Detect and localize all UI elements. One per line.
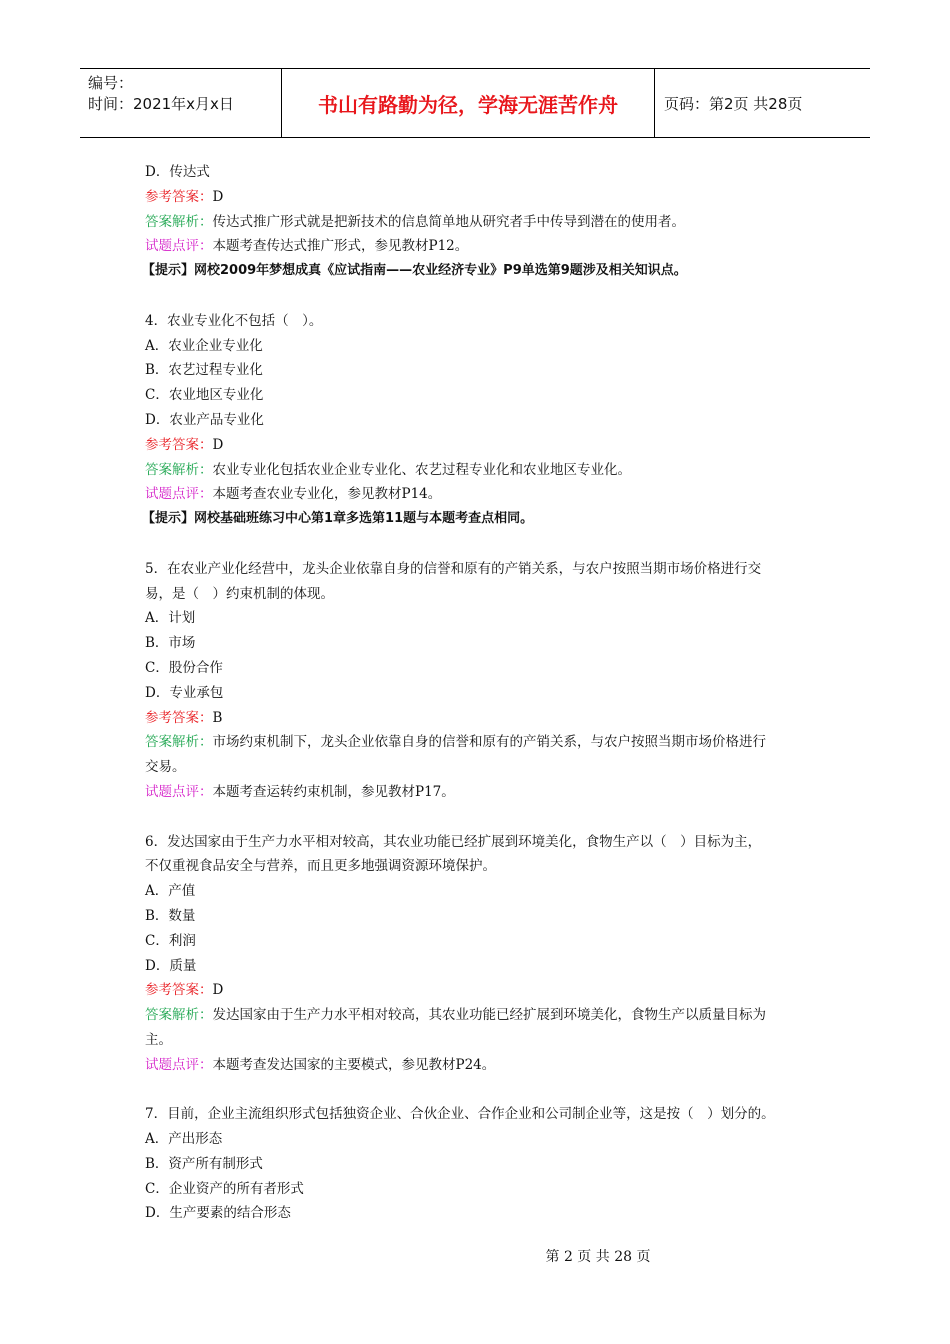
q3-option-d: D．传达式 [145, 164, 210, 180]
explanation-label: 答案解析： [145, 734, 213, 751]
q4-stem: 4．农业专业化不包括（ ）。 [145, 312, 323, 329]
comment-label: 试题点评： [145, 486, 213, 503]
footer-page-number: 第 2 页 共 28 页 [545, 1249, 651, 1265]
explanation-label: 答案解析： [145, 461, 213, 478]
q6-stem-line1: 6．发达国家由于生产力水平相对较高，其农业功能已经扩展到环境美化，食物生产以（ ）目标为主， [145, 833, 762, 850]
q6-option-c: C．利润 [145, 932, 196, 949]
q3-comment [145, 234, 815, 259]
q5-option-d: D．专业承包 [145, 684, 224, 701]
q4-comment [145, 482, 815, 507]
q3-explanation [145, 210, 815, 235]
q5-stem-line2: 易，是（ ）约束机制的体现。 [145, 585, 334, 602]
comment-label: 试题点评： [145, 238, 213, 255]
answer-label: 参考答案： [145, 188, 213, 205]
q6-explanation [145, 1003, 815, 1028]
q5-option-a: A．计划 [145, 610, 196, 627]
answer-value: D [212, 436, 224, 453]
page-header [80, 68, 870, 138]
answer-label: 参考答案： [145, 436, 213, 453]
doc-code-label: 编号： [88, 74, 134, 92]
q6-option-a: A．产值 [145, 883, 196, 900]
q6-explanation-cont: 主。 [145, 1031, 172, 1048]
q5-option-c: C．股份合作 [145, 659, 223, 676]
q5-stem-line1: 5．在农业产业化经营中，龙头企业依靠自身的信誉和原有的产销关系，与农户按照当期市场价格进行交 [145, 560, 762, 577]
explanation-label: 答案解析： [145, 213, 213, 230]
answer-label: 参考答案： [145, 709, 213, 726]
answer-label: 参考答案： [145, 982, 213, 999]
header-motto: 书山有路勤为径，学海无涯苦作舟 [281, 69, 655, 137]
q5-option-b: B．市场 [145, 635, 196, 652]
answer-value: D [212, 188, 224, 205]
doc-date: 时间：2021年x月x日 [88, 95, 234, 113]
document-body [142, 160, 815, 1226]
explanation-label: 答案解析： [145, 1007, 213, 1024]
q7-option-a: A．产出形态 [145, 1131, 223, 1148]
q6-option-d: D．质量 [145, 957, 197, 974]
q4-option-b: B．农艺过程专业化 [145, 362, 263, 379]
comment-label: 试题点评： [145, 783, 213, 800]
explanation-text: 市场约束机制下，龙头企业依靠自身的信誉和原有的产销关系，与农户按照当期市场价格进行 [212, 734, 766, 751]
answer-value: B [212, 709, 223, 726]
q7-option-c: C．企业资产的所有者形式 [145, 1180, 304, 1197]
q5-comment [145, 780, 815, 805]
header-meta [80, 69, 280, 137]
q6-option-b: B．数量 [145, 907, 196, 924]
answer-value: D [212, 982, 224, 999]
q6-comment [145, 1053, 815, 1078]
q7-option-d: D．生产要素的结合形态 [145, 1205, 291, 1222]
comment-text: 本题考查传达式推广形式，参见教材P12。 [212, 238, 469, 255]
q4-answer [145, 433, 815, 458]
q3-answer [145, 185, 815, 210]
q4-explanation [145, 458, 815, 483]
q6-stem-line2: 不仅重视食品安全与营养，而且更多地强调资源环境保护。 [145, 858, 496, 875]
comment-text: 本题考查运转约束机制，参见教材P17。 [212, 783, 455, 800]
header-page-info: 页码：第2页 共28页 [664, 94, 803, 113]
q7-option-b: B．资产所有制形式 [145, 1155, 263, 1172]
explanation-text: 发达国家由于生产力水平相对较高，其农业功能已经扩展到环境美化，食物生产以质量目标为 [212, 1007, 766, 1024]
q4-option-d: D．农业产品专业化 [145, 411, 264, 428]
q4-option-a: A．农业企业专业化 [145, 337, 263, 354]
q4-option-c: C．农业地区专业化 [145, 387, 264, 404]
q5-answer [145, 706, 815, 731]
explanation-text: 传达式推广形式就是把新技术的信息简单地从研究者手中传导到潜在的使用者。 [212, 213, 685, 230]
q6-answer [145, 978, 815, 1003]
q5-explanation [145, 730, 815, 755]
q3-tip: 【提示】网校2009年梦想成真《应试指南——农业经济专业》P9单选第9题涉及相关知识点。 [142, 263, 687, 279]
q5-explanation-cont: 交易。 [145, 759, 186, 776]
page-footer [0, 1246, 950, 1266]
comment-text: 本题考查发达国家的主要模式，参见教材P24。 [212, 1056, 496, 1073]
explanation-text: 农业专业化包括农业企业专业化、农艺过程专业化和农业地区专业化。 [212, 461, 631, 478]
comment-text: 本题考查农业专业化，参见教材P14。 [212, 486, 442, 503]
comment-label: 试题点评： [145, 1056, 213, 1073]
q4-tip: 【提示】网校基础班练习中心第1章多选第11题与本题考查点相同。 [142, 511, 534, 527]
q7-stem: 7．目前，企业主流组织形式包括独资企业、合伙企业、合作企业和公司制企业等，这是按（ ）划分的。 [145, 1106, 775, 1123]
